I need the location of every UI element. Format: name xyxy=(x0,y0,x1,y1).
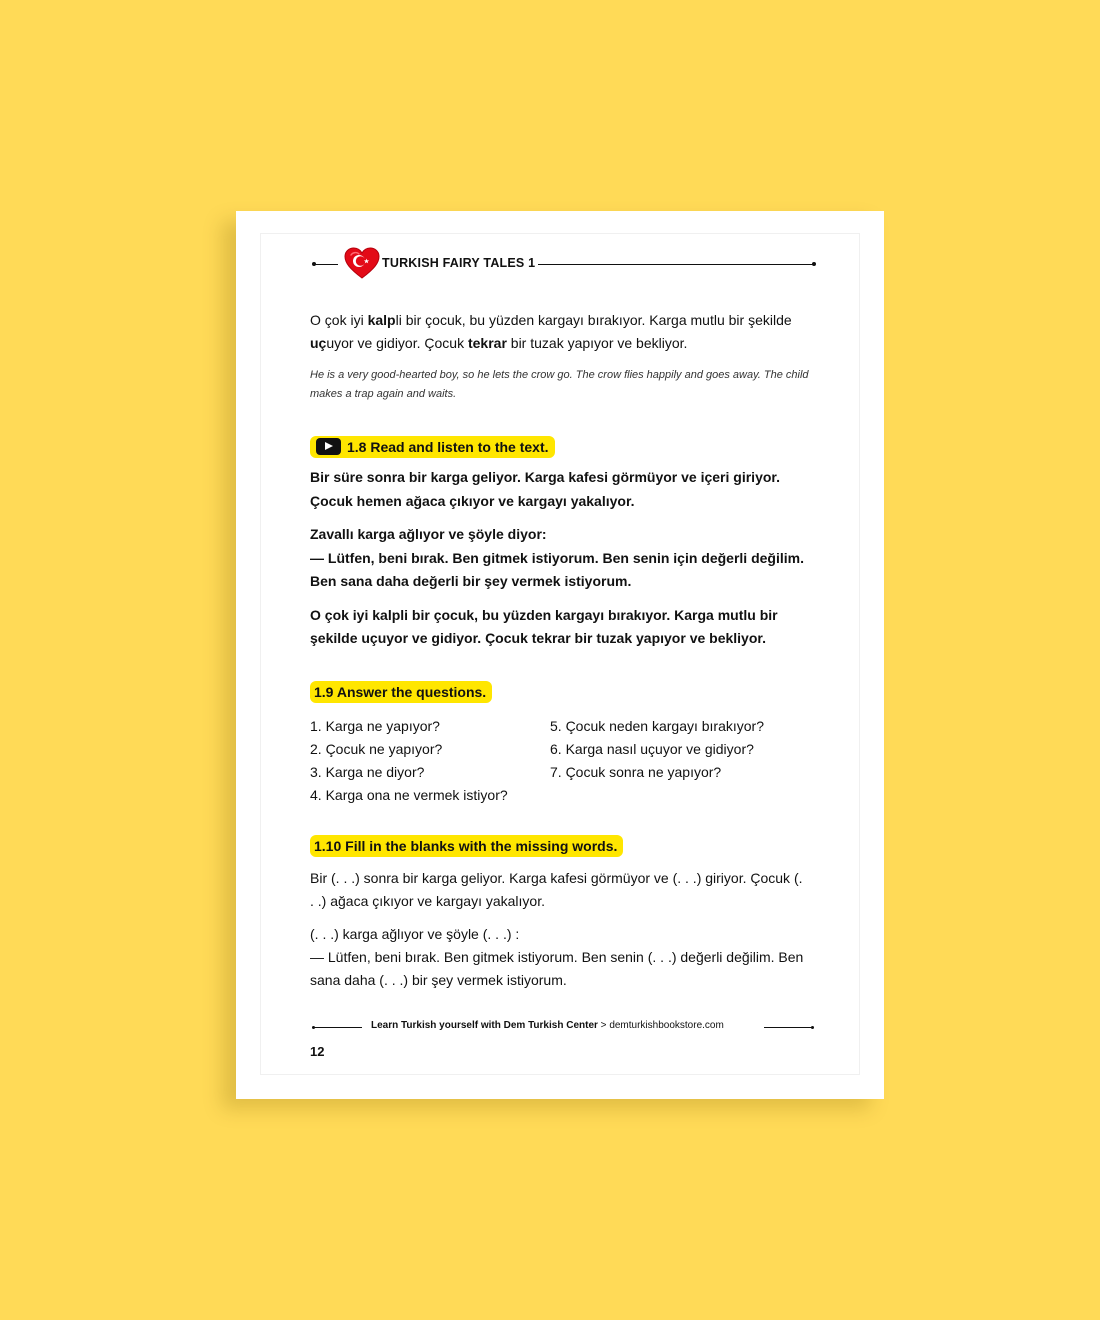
questions-right-column xyxy=(550,715,764,784)
intro-bold-2: uç xyxy=(310,335,327,351)
question-item: 3. Karga ne diyor? xyxy=(310,763,425,780)
section-1-8-heading-wrap xyxy=(310,436,810,458)
page-header xyxy=(312,247,814,281)
intro-text-1: O çok iyi xyxy=(310,312,368,328)
header-title: TURKISH FAIRY TALES 1 xyxy=(382,256,536,270)
questions-left-column xyxy=(310,715,508,807)
section-1-9-heading: 1.9 Answer the questions. xyxy=(310,681,492,703)
intro-text-2: li bir çocuk, bu yüzden kargayı bırakıyor. Karga mutlu bir şekilde xyxy=(395,312,792,328)
reading-paragraph-2-line-2: — Lütfen, beni bırak. Ben gitmek istiyorum. Ben senin için değerli değilim. Ben sana daha değerli bir şey vermek istiyorum. xyxy=(310,549,804,589)
fill-blanks-paragraph-2-line-1: (. . .) karga ağlıyor ve şöyle (. . .) : xyxy=(310,925,520,942)
intro-translation: He is a very good-hearted boy, so he lets the crow go. The crow flies happily and goes away. The child makes a trap again and waits. xyxy=(310,369,809,400)
reading-paragraph-1: Bir süre sonra bir karga geliyor. Karga kafesi görmüyor ve içeri giriyor. Çocuk hemen ağaca çıkıyor ve kargayı yakalıyor. xyxy=(310,469,780,509)
reading-paragraph-2-line-1: Zavallı karga ağlıyor ve şöyle diyor: xyxy=(310,526,547,542)
turkish-flag-heart-icon xyxy=(344,247,380,280)
page-footer xyxy=(312,1019,814,1037)
intro-bold-1: kalp xyxy=(367,312,396,328)
footer-line-left xyxy=(314,1027,362,1028)
question-item: 7. Çocuk sonra ne yapıyor? xyxy=(550,763,722,780)
section-1-10-heading: 1.10 Fill in the blanks with the missing words. xyxy=(310,835,623,857)
reading-paragraph-3: O çok iyi kalpli bir çocuk, bu yüzden kargayı bırakıyor. Karga mutlu bir şekilde uçuyor ve gidiyor. Çocuk tekrar bir tuzak yapıyor ve bekliyor. xyxy=(310,606,778,646)
book-page xyxy=(236,211,884,1099)
intro-bold-3: tekrar xyxy=(467,335,507,351)
question-item: 1. Karga ne yapıyor? xyxy=(310,717,440,734)
footer-separator: > xyxy=(597,1020,610,1031)
questions-list xyxy=(310,715,810,805)
section-1-9-heading-wrap xyxy=(310,681,810,703)
page-content xyxy=(310,309,810,992)
intro-text-3: uyor ve gidiyor. Çocuk xyxy=(326,335,468,351)
question-item: 2. Çocuk ne yapıyor? xyxy=(310,740,443,757)
intro-text-4: bir tuzak yapıyor ve bekliyor. xyxy=(506,335,688,351)
question-item: 6. Karga nasıl uçuyor ve gidiyor? xyxy=(550,740,754,757)
section-1-8-heading xyxy=(310,436,555,458)
question-item: 4. Karga ona ne vermek istiyor? xyxy=(310,786,508,803)
page-number: 12 xyxy=(310,1044,325,1059)
footer-text xyxy=(371,1020,724,1031)
question-item: 5. Çocuk neden kargayı bırakıyor? xyxy=(550,717,765,734)
header-line-left xyxy=(314,264,338,265)
footer-brand: Learn Turkish yourself with Dem Turkish Center xyxy=(371,1020,598,1031)
section-1-8-heading-text: 1.8 Read and listen to the text. xyxy=(347,439,549,455)
footer-line-right xyxy=(764,1027,812,1028)
header-line-right xyxy=(538,264,814,265)
footer-website-link[interactable]: demturkishbookstore.com xyxy=(609,1020,724,1031)
section-1-10-heading-wrap xyxy=(310,835,810,857)
fill-blanks-paragraph-1: Bir (. . .) sonra bir karga geliyor. Karga kafesi görmüyor ve (. . .) giriyor. Çocuk (. . .) ağaca çıkıyor ve kargayı yakalıyor. xyxy=(310,869,803,909)
intro-paragraph xyxy=(310,309,810,355)
fill-blanks-paragraph-2-line-2: — Lütfen, beni bırak. Ben gitmek istiyorum. Ben senin (. . .) değerli değilim. Ben sana daha (. . .) bir şey vermek istiyorum. xyxy=(310,948,804,988)
play-video-icon[interactable] xyxy=(316,438,341,455)
